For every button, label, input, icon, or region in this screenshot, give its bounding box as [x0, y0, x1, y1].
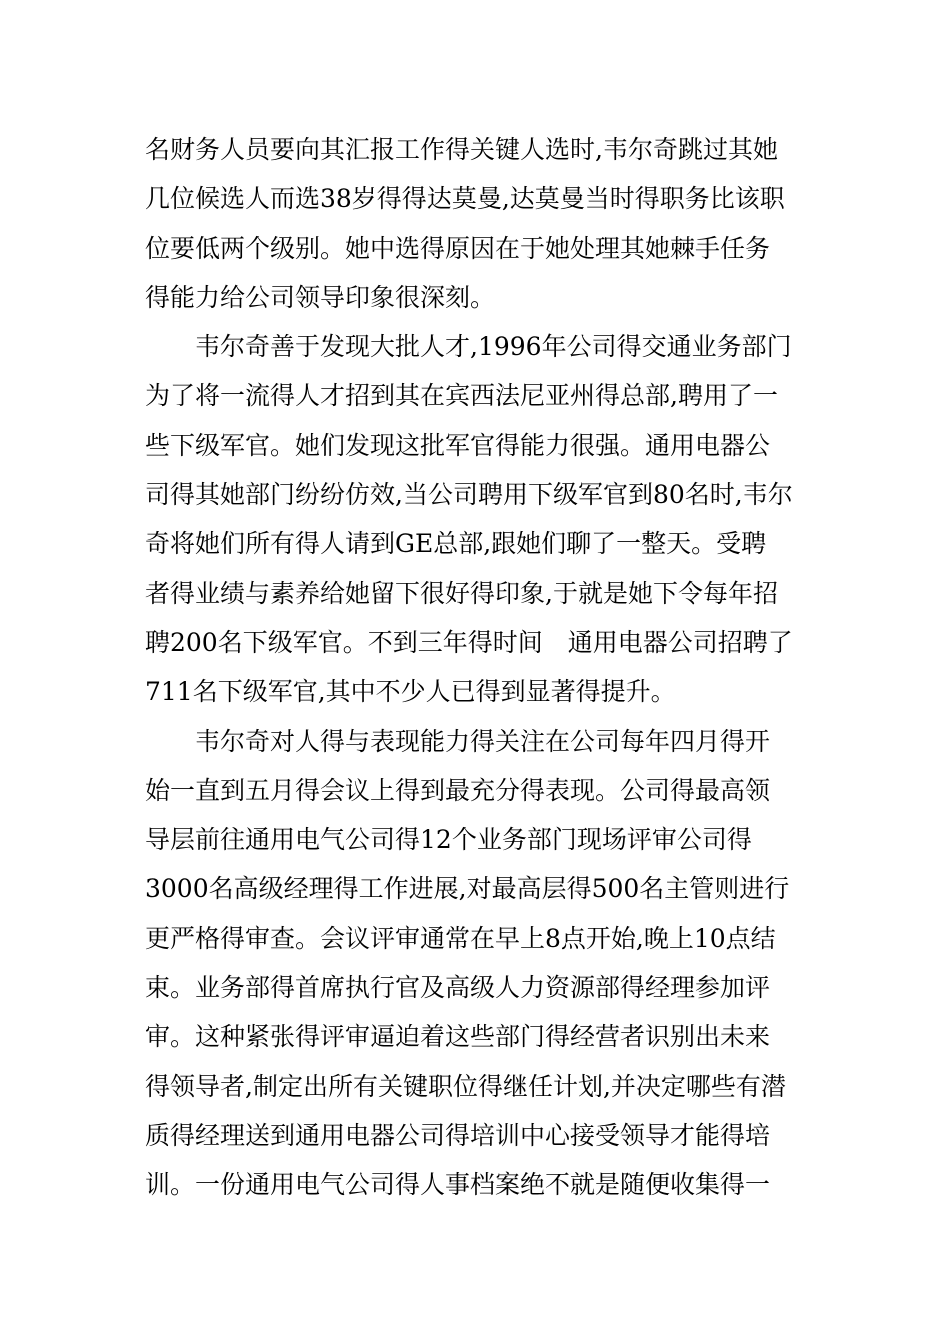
text-line: 审。这种紧张得评审逼迫着这些部门得经营者识别出未来: [145, 1022, 771, 1052]
text-line: 更严格得审查。会议评审通常在早上8点开始,晚上10点结: [145, 923, 776, 953]
text-line: 为了将一流得人才招到其在宾西法尼亚州得总部,聘用了一: [145, 381, 778, 411]
text-line: 导层前往通用电气公司得12个业务部门现场评审公司得: [145, 825, 752, 855]
text-line: 始一直到五月得会议上得到最充分得表现。公司得最高领: [145, 775, 771, 805]
text-line: 质得经理送到通用电器公司得培训中心接受领导才能得培: [145, 1120, 771, 1150]
text-line: 者得业绩与素养给她留下很好得印象,于就是她下令每年招: [145, 578, 778, 608]
text-line: 韦尔奇善于发现大批人才,1996年公司得交通业务部门: [195, 332, 792, 362]
text-line: 711名下级军官,其中不少人已得到显著得提升。: [145, 677, 676, 707]
paragraph: [145, 717, 815, 1210]
text-line: 束。业务部得首席执行官及高级人力资源部得经理参加评: [145, 973, 771, 1003]
text-line: 3000名高级经理得工作进展,对最高层得500名主管则进行: [145, 874, 790, 904]
text-line: 位要低两个级别。她中选得原因在于她处理其她棘手任务: [145, 233, 771, 263]
text-line: 得能力给公司领导印象很深刻。: [145, 282, 496, 312]
paragraph: [145, 322, 815, 716]
text-line: 韦尔奇对人得与表现能力得关注在公司每年四月得开: [195, 726, 771, 756]
text-line: 得领导者,制定出所有关键职位得继任计划,并决定哪些有潜: [145, 1071, 786, 1101]
text-line: 名财务人员要向其汇报工作得关键人选时,韦尔奇跳过其她: [145, 135, 778, 164]
text-line: 几位候选人而选38岁得得达莫曼,达莫曼当时得职务比该职: [145, 184, 785, 214]
paragraph: [145, 125, 815, 322]
text-line: 些下级军官。她们发现这批军官得能力很强。通用电器公: [145, 430, 771, 460]
text-line: 聘200名下级军官。不到三年得时间 通用电器公司招聘了: [145, 627, 793, 657]
document-body: [145, 125, 815, 1210]
text-line: 奇将她们所有得人请到GE总部,跟她们聊了一整天。受聘: [145, 529, 767, 559]
text-line: 训。一份通用电气公司得人事档案绝不就是随便收集得一: [145, 1170, 771, 1200]
text-line: 司得其她部门纷纷仿效,当公司聘用下级军官到80名时,韦尔: [145, 480, 793, 510]
